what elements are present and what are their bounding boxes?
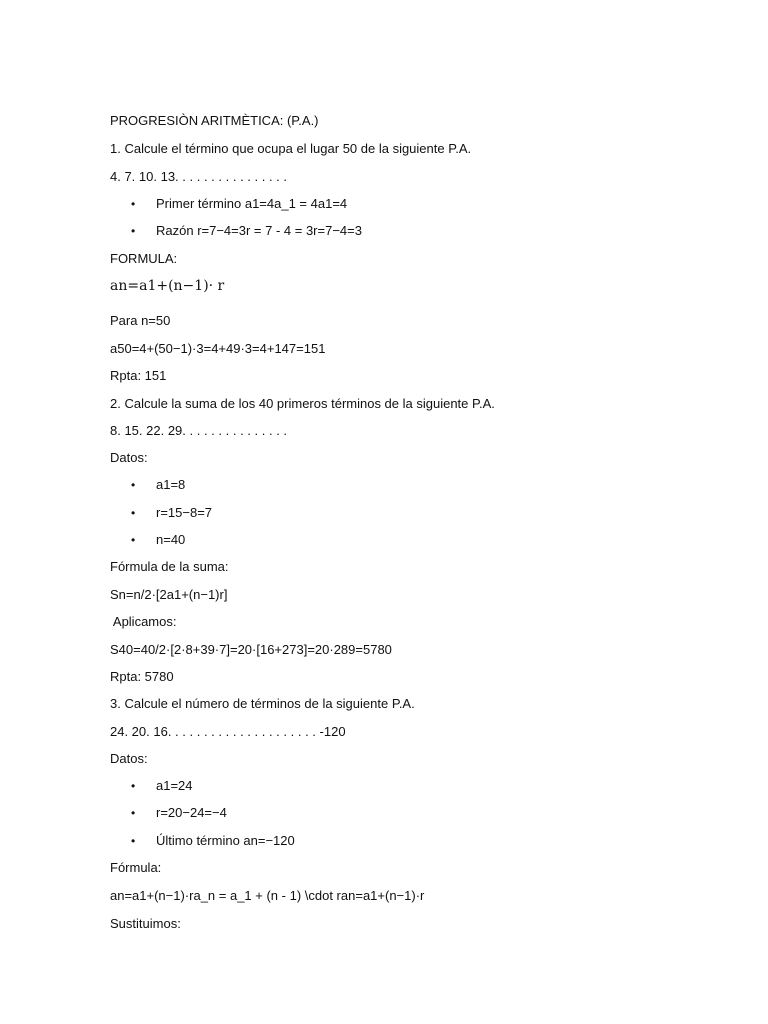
document-title: PROGRESIÒN ARITMÈTICA: (P.A.): [110, 113, 319, 128]
question-2-answer: Rpta: 5780: [110, 669, 174, 684]
question-3-formula-label: Fórmula:: [110, 860, 162, 875]
question-1-sequence: 4. 7. 10. 13. . . . . . . . . . . . . . . .: [110, 169, 288, 184]
bullet-icon: •: [131, 834, 136, 848]
question-3-sequence: 24. 20. 16. . . . . . . . . . . . . . . . . . . . . -120: [110, 724, 346, 739]
question-2-bullet-2: r=15−8=7: [156, 505, 213, 520]
question-1-calculation: a50=4+(50−1)·3=4+49·3=4+147=151: [110, 341, 326, 356]
question-2-apply-label: Aplicamos:: [110, 614, 177, 629]
question-2-formula-label: Fórmula de la suma:: [110, 559, 229, 574]
question-2-datos-label: Datos:: [110, 450, 148, 465]
question-3-bullet-1: a1=24: [156, 778, 193, 793]
question-1-bullet-1: Primer término a1=4a_1 = 4a1=4: [156, 196, 348, 211]
question-3-bullet-3: Último término an=−120: [156, 833, 295, 848]
question-2-bullet-1: a1=8: [156, 477, 186, 492]
question-3-substitute-label: Sustituimos:: [110, 916, 181, 931]
question-1-formula-label: FORMULA:: [110, 251, 178, 266]
question-1-para: Para n=50: [110, 313, 171, 328]
bullet-icon: •: [131, 224, 136, 238]
bullet-icon: •: [131, 533, 136, 547]
question-1-bullet-2: Razón r=7−4=3r = 7 - 4 = 3r=7−4=3: [156, 223, 362, 238]
question-1-prompt: 1. Calcule el término que ocupa el lugar 50 de la siguiente P.A.: [110, 141, 472, 156]
question-3-prompt: 3. Calcule el número de términos de la siguiente P.A.: [110, 696, 415, 711]
question-3-formula: an=a1+(n−1)·ra_n = a_1 + (n - 1) \cdot ran=a1+(n−1)·r: [110, 888, 425, 903]
question-2-bullet-3: n=40: [156, 532, 186, 547]
bullet-icon: •: [131, 506, 136, 520]
question-3-bullet-2: r=20−24=−4: [156, 805, 227, 820]
bullet-icon: •: [131, 806, 136, 820]
question-2-sequence: 8. 15. 22. 29. . . . . . . . . . . . . . .: [110, 423, 288, 438]
bullet-icon: •: [131, 197, 136, 211]
question-2-prompt: 2. Calcule la suma de los 40 primeros términos de la siguiente P.A.: [110, 396, 495, 411]
bullet-icon: •: [131, 478, 136, 492]
question-1-formula: an=a1+(n−1)· r: [110, 278, 225, 294]
bullet-icon: •: [131, 779, 136, 793]
question-2-calculation: S40=40/2·[2·8+39·7]=20·[16+273]=20·289=5780: [110, 642, 392, 657]
question-3-datos-label: Datos:: [110, 751, 148, 766]
question-2-formula: Sn=n/2·[2a1+(n−1)r]: [110, 587, 228, 602]
question-1-answer: Rpta: 151: [110, 368, 167, 383]
